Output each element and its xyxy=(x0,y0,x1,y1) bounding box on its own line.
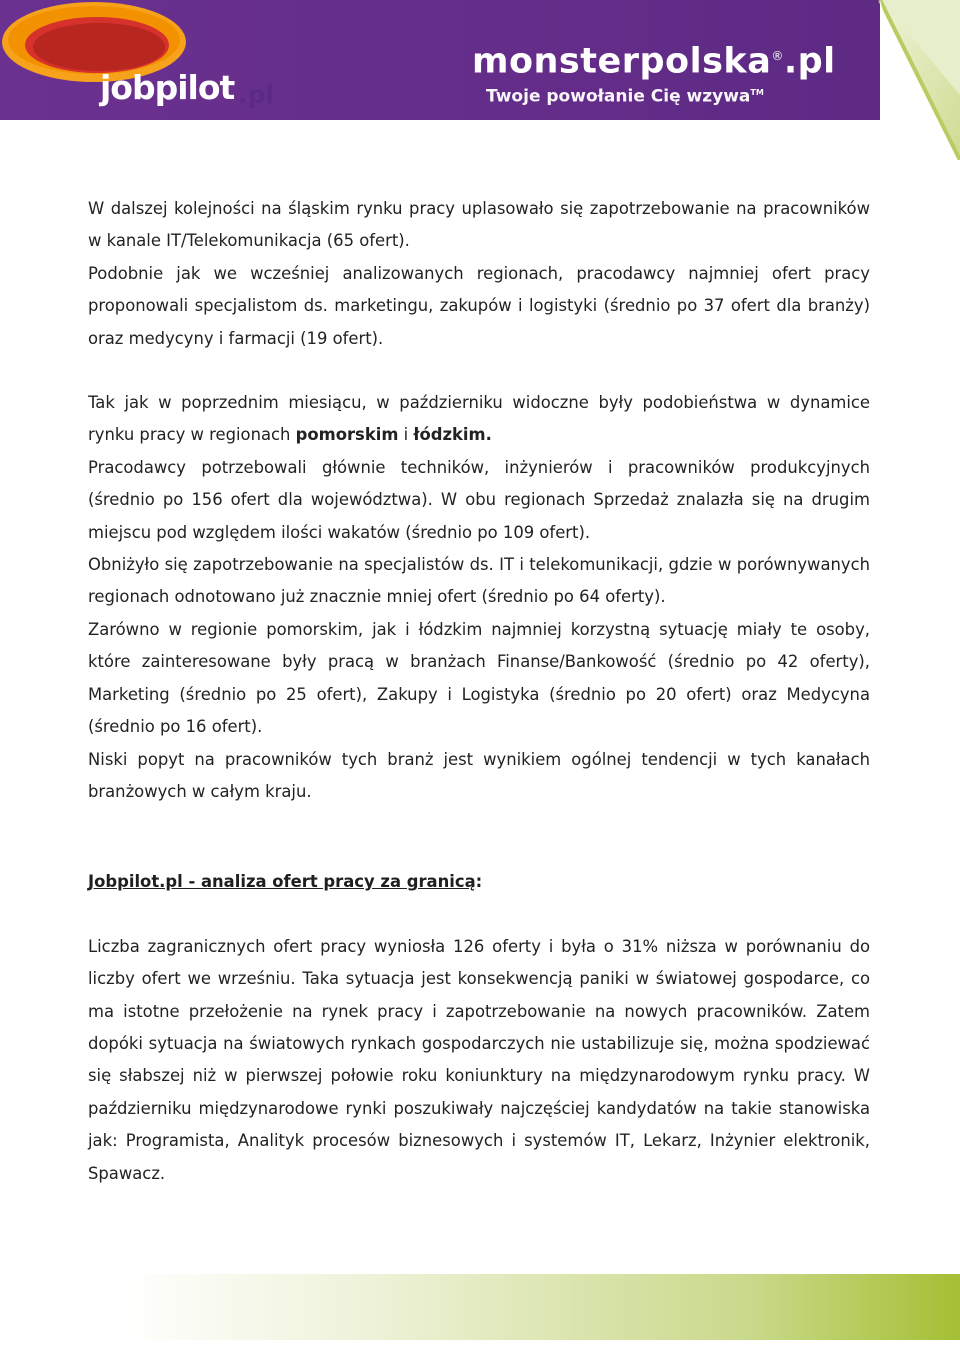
paragraph: Podobnie jak we wcześniej analizowanych regionach, pracodawcy najmniej ofert pracy proponowali specjalistom ds. marketingu, zakupów i logistyki (średnio po 37 ofert dla branży) oraz medycyny i farmacji (19 ofert). xyxy=(88,263,870,348)
monsterpolska-brand xyxy=(472,36,836,107)
paragraph: W dalszej kolejności na śląskim rynku pracy uplasowało się zapotrzebowanie na pracowników w kanale IT/Telekomunikacja (65 ofert). xyxy=(88,199,870,251)
paragraph: Zarówno w regionie pomorskim, jak i łódzkim najmniej korzystną sytuację miały te osoby, które zainteresowane były pracą w branżach Finanse/Bankowość (średnio po 42 oferty), Marketing (średnio po 25 ofert), Zakupy i Logistyka (średnio po 20 ofert) oraz Medycyna (średnio po 16 ofert). xyxy=(88,619,870,737)
logo-suffix: .pl xyxy=(238,80,274,109)
paragraph: Liczba zagranicznych ofert pracy wyniosła 126 oferty i była o 31% niższa w porównaniu do liczby ofert we wrześniu. Taka sytuacja jest konsekwencją paniki w światowej gospodarce, co ma istotne przełożenie na rynek pracy i zapotrzebowanie na nowych pracowników. Zatem dopóki sytuacja na światowych rynkach gospodarczych nie ustabilizuje się, można spodziewać się słabszej niż w pierwszej połowie roku koniunktury na międzynarodowym rynku pracy. W październiku międzynarodowe rynki poszukiwały najczęściej kandydatów na takie stanowiska jak: Programista, Analityk procesów biznesowych i systemów IT, Lekarz, Inżynier elektronik, Spawacz. xyxy=(88,936,870,1183)
brand-tagline: Twoje powołanie Cię wzywa™ xyxy=(486,86,764,107)
footer-stripe xyxy=(0,1270,960,1345)
bold-region: łódzkim. xyxy=(413,425,492,445)
paragraph: Niski popyt na pracowników tych branż jest wynikiem ogólnej tendencji w tych kanałach branżowych w całym kraju. xyxy=(88,749,870,801)
paragraph: Obniżyło się zapotrzebowanie na specjalistów ds. IT i telekomunikacji, gdzie w porównywanych regionach odnotowano już znacznie mniej ofert (średnio po 64 oferty). xyxy=(88,555,870,607)
paragraph: Tak jak w poprzednim miesiącu, w październiku widoczne były podobieństwa w dynamice rynku pracy w regionach pomorskim i łódzkim. xyxy=(88,393,870,445)
document-body xyxy=(88,193,870,1190)
page-header xyxy=(0,0,960,160)
bold-region: pomorskim xyxy=(295,425,399,445)
logo-text: jobpilot xyxy=(100,68,235,107)
brand-name: monsterpolska®.pl xyxy=(472,41,836,82)
paragraph: Pracodawcy potrzebowali głównie techników, inżynierów i pracowników produkcyjnych (średnio po 156 ofert dla województwa). W obu regionach Sprzedaż znalazła się na drugim miejscu pod względem ilości wakatów (średnio po 109 ofert). xyxy=(88,457,870,542)
section-heading: Jobpilot.pl - analiza ofert pracy za granicą: xyxy=(88,872,483,892)
